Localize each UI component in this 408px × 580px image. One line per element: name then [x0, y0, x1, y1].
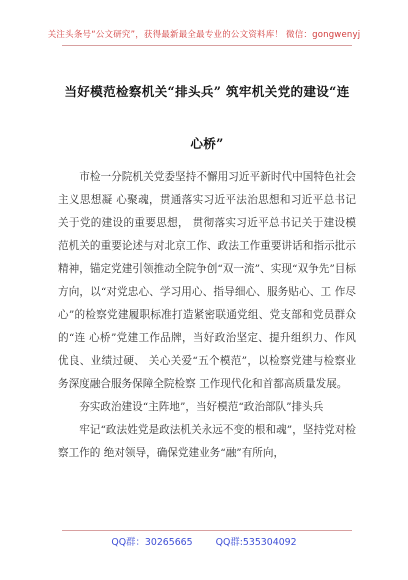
header-divider	[62, 45, 352, 46]
body-paragraph: 市检一分院机关党委坚持不懈用习近平新时代中国特色社会主义思想凝 心聚魂，贯通落实习近平法治思想和习近平总书记关于党的建设的重要思想， 贯彻落实习近平总书记关于建设模范机关的重要论述与对北京工作、政法工作重要讲话和指示批示精神，锚定党建引领推动全院争创“双一流”、实现“双争先”目标方向，以“对党忠心、学习用心、指导细心、服务贴心、工 作尽心”的检察党建履职标准打造紧密联通党组、党支部和党员群众的“连 心桥”党建工作品牌，当好政治坚定、提升组织力、作风优良、业绩过硬、 关心关爱“五个模范”，以检察党建与检察业务深度融合服务保障全院检察 工作现代化和首都高质量发展。	[58, 171, 356, 390]
footer-qq-group-2: QQ群:535304092	[215, 537, 297, 548]
section-heading: 夯实政治建设“主阵地”，当好模范“政治部队”排头兵	[79, 401, 324, 413]
footer	[0, 534, 408, 548]
document-title: 当好模范检察机关“排头兵” 筑牢机关党的建设“连心桥”	[64, 84, 350, 151]
header-note: 关注头条号“公文研究”，获得最新最全最专业的公文资料库！ 微信：gongwenyj	[47, 30, 361, 40]
document-body	[58, 166, 356, 465]
footer-divider	[62, 530, 352, 531]
body-paragraph: 牢记“政法姓党是政法机关永远不变的根和魂”，坚持党对检察工作的 绝对领导，确保党建业务“融”有所向，	[58, 424, 356, 459]
footer-qq-group-1: QQ群：30265665	[111, 537, 193, 548]
